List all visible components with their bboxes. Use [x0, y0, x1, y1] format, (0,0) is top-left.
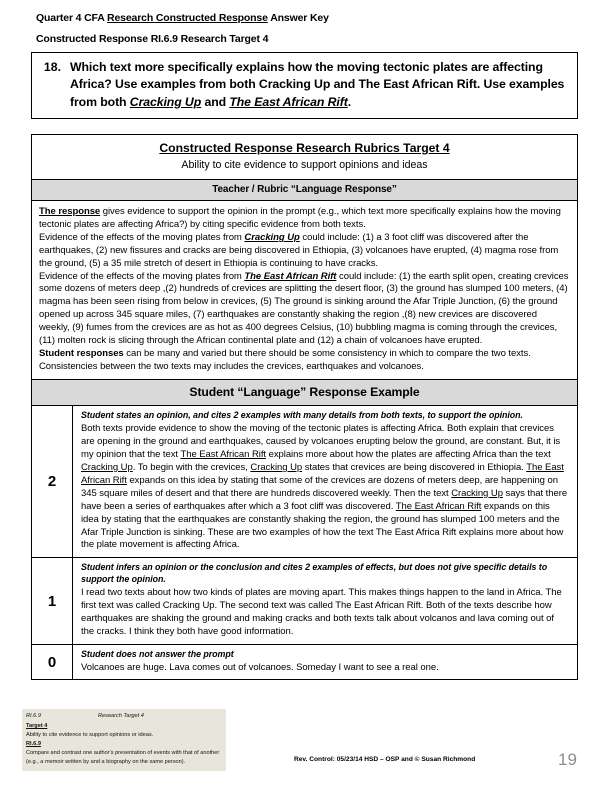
teacher-p4-rest: can be many and varied but there should be some consistency in which to compare the two texts. Consistencies between the two texts may includes the crevices, earthquakes and volcanoes. [39, 347, 531, 372]
question-text [70, 59, 567, 111]
text-run: expands on this idea by stating that the earthquakes are constantly shaking the region, the ground has slumped 100 meters and the Afar Triple Junction is sinking. These are two examples of how the text The East Africa Rift explains more about how the plate movement is affecting Africa. [81, 500, 564, 551]
standards-target-label: Target 4 [26, 723, 48, 730]
rubric-title: Constructed Response Research Rubrics Target 4 [159, 141, 450, 155]
header-line-2: Constructed Response RI.6.9 Research Target 4 [36, 33, 269, 45]
teacher-p3-lead: Evidence of the effects of the moving plates from [39, 270, 245, 282]
page-number: 19 [558, 750, 577, 769]
text-title: Cracking Up [451, 487, 503, 499]
header-line-1-underlined: Research Constructed Response [107, 12, 268, 24]
question-row [40, 59, 567, 111]
rubric-table [31, 134, 578, 680]
score-example-response [81, 662, 569, 675]
text-title: The East African Rift [180, 449, 266, 461]
text-run: says that there have been a series of earthquakes after which a 3 foot cliff was discovered. [81, 487, 568, 512]
score-value: 0 [32, 645, 73, 680]
score-response-cell [73, 406, 577, 557]
rubric-subtitle: Ability to cite evidence to support opinions and ideas [181, 159, 428, 172]
text-run: Both texts provide evidence to show the moving of the tectonic plates is affecting Africa. Both explain that crevices are opening in the ground and earthquakes, caused by volcanoes erupting below the ground, are constant. But, it is my opinion that the text [81, 423, 561, 461]
teacher-rubric-body [32, 201, 577, 379]
teacher-p1-rest: gives evidence to support the opinion in the prompt (e.g., which text more specifically explains how the moving tectonic plates are affecting Africa?) by citing specific evidence from both texts. [39, 206, 561, 231]
text-run: states that crevices are being discovered in Ethiopia. [302, 462, 527, 474]
text-title: Cracking Up [250, 462, 303, 474]
standards-target-text: Ability to cite evidence to support opinions or ideas. [26, 732, 154, 739]
teacher-p3-rest: could include: (1) the earth split open, creating crevices some dozens of meters deep ,(2) hundreds of crevices are splitting the desert floor, (3) the ground has slumped 100 meters, (4) magma has been seen rising from below in crevices, (5) The ground is sinking around the Afar Triple Junction, (6) the ground opened up across 345 square miles, (7) earthquakes are constantly shaking the region ,(8) new crevices are discovered weekly, (9) fumes from the crevices are as hot as 400 degrees Celsius, (10) bubbling magma is coming through the crevices, (11) molten rock is slicing through the African continental plate and (12) a chain of volcanoes have erupted. [39, 270, 569, 346]
standards-box-header [26, 712, 222, 721]
text-run: I read two texts about how two kinds of plates are moving apart. This makes things happen to the land in Africa. The first text was called Cracking Up. The second text was called The East African Rift. Both of the texts describe how earthquakes are shaking the ground and making cracks and both texts talk about volcanos and lava coming out of the cracks. I think they both have good information. [81, 587, 562, 637]
score-descriptor: Student states an opinion, and cites 2 examples with many details from both texts, to support the opinion. [81, 410, 523, 421]
question-number: 18. [43, 60, 61, 74]
teacher-paragraph-3 [39, 271, 570, 348]
standards-code: RI.6.9 [26, 713, 41, 719]
header-line-1 [36, 12, 329, 24]
revision-control-text: Rev. Control: 05/23/14 HSD – OSP and © Susan Richmond [294, 756, 476, 763]
header-line-1-prefix: Quarter 4 CFA [36, 12, 108, 24]
standards-box [22, 709, 226, 771]
teacher-p2-rest: could include: (1) a 3 foot cliff was discovered after the earthquakes, (2) new fissures and cracks are being discovered in Ethiopia, (3) volcanoes have erupted, (4) magma rose from the ground, (5) a 35 mile stretch of desert in Ethiopia is continuing to have cracks. [39, 232, 559, 269]
header-line-1-suffix: Answer Key [267, 12, 329, 24]
question-box [31, 52, 578, 119]
score-value: 2 [32, 406, 73, 557]
text-title: Cracking Up [81, 462, 133, 474]
text-title: The East African Rift [395, 500, 482, 512]
score-response-cell [73, 558, 577, 643]
text-run: explains more about how the plates are affecting Africa than the text [266, 449, 551, 461]
teacher-p3-title: The East African Rift [244, 270, 337, 282]
teacher-paragraph-2 [39, 232, 570, 271]
question-text-end: . [347, 94, 352, 109]
question-text-mid: and [201, 94, 230, 109]
score-response-cell [73, 645, 577, 680]
teacher-paragraph-4 [39, 348, 570, 374]
text-run: . To begin with the crevices, [132, 462, 251, 474]
question-text-part1: Which text more specifically explains how the moving tectonic plates are affecting Africa? Use examples from both Cracking Up and The East African Rift. Use examples from both [70, 60, 565, 109]
question-text-title1: Cracking Up [129, 94, 202, 109]
standards-standard-label: RI.6.9 [26, 741, 41, 748]
score-value: 1 [32, 558, 73, 643]
score-example-response [81, 423, 569, 552]
text-title: The East African Rift [81, 462, 564, 486]
standards-target-title: Research Target 4 [98, 713, 144, 719]
score-row [32, 645, 577, 680]
score-row [32, 406, 577, 558]
student-response-band: Student “Language” Response Example [32, 379, 577, 406]
score-row [32, 558, 577, 644]
teacher-p2-title: Cracking Up [244, 232, 300, 244]
question-text-title2: The East African Rift [229, 94, 348, 109]
score-example-response [81, 587, 569, 639]
text-run: expands on this idea by stating that some of the crevices are dozens of meters deep, are happening on 345 square miles of desert and that there are hundreds discovered weekly. Then the text [81, 474, 558, 499]
score-rows-container [32, 406, 577, 679]
score-descriptor: Student does not answer the prompt [81, 648, 234, 659]
teacher-paragraph-1 [39, 206, 570, 232]
rubric-title-cell [32, 135, 577, 180]
standards-standard-text: Compare and contrast one author's presentation of events with that of another (e.g., a memoir written by and a biography on the same person). [26, 750, 220, 766]
teacher-rubric-band: Teacher / Rubric “Language Response” [32, 180, 577, 201]
teacher-p4-lead: Student responses [39, 347, 124, 359]
teacher-p1-lead: The response [39, 206, 101, 218]
text-run: Volcanoes are huge. Lava comes out of volcanoes. Someday I want to see a real one. [81, 661, 439, 673]
teacher-p2-lead: Evidence of the effects of the moving plates from [39, 232, 245, 244]
score-descriptor: Student infers an opinion or the conclusion and cites 2 examples of effects, but does not give specific details to support the opinion. [81, 562, 548, 585]
